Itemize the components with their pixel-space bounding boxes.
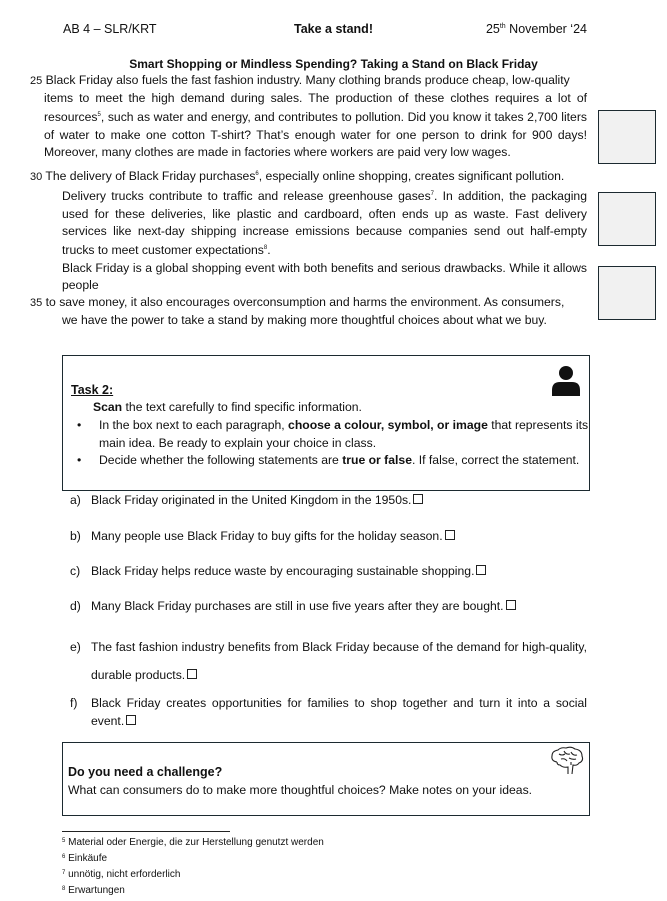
task-bullets [71,417,591,470]
person-icon [551,364,581,401]
paragraph-3-body: we have the power to take a stand by making more thoughtful choices about what we buy. [62,313,547,328]
question-text: The fast fashion industry benefits from Black Friday because of the demand for high-quality, durable products. [91,640,587,682]
footnote-6: $^6$ Einkäufe [62,853,108,864]
footnote-ref: 5 [97,112,101,119]
true-false-checkbox[interactable] [506,600,516,610]
question-letter: c) [70,564,81,578]
question-text: Many people use Black Friday to buy gifts for the holiday season. [91,529,443,543]
paragraph-text: , such as water and energy, and contributes to pollution. Did you know it takes 2,700 liters of water to make one cotton T-shirt? That’s enough water for one person to drink for 900 days! Moreover, many clothes are made in factories where workers are paid very low wages. [44,110,587,159]
task-title: Task 2: [71,383,114,397]
date-day: 25 [485,22,500,36]
footnote-7: $^7$ unnötig, nicht erforderlich [62,869,181,880]
task-bullet [71,417,591,452]
line-number: 30 [30,171,43,184]
true-false-checkbox[interactable] [187,669,197,679]
footnote-ref: 8 [263,244,268,251]
paragraph-2 [30,166,587,259]
paragraph-text: to save money, it also encourages overconsumption and harms the environment. As consumers, [45,295,565,309]
question-letter: e) [70,640,81,654]
question-f [70,695,587,730]
bullet-icon: • [77,418,82,432]
question-c [70,563,587,581]
paragraph-3-first-line [30,294,587,312]
bullet-text: In the box next to each paragraph, choose a colour, symbol, or image that represents its main idea. Be ready to explain your choice in class. [99,418,589,450]
footnote-8: $^8$ Erwartungen [62,885,125,896]
question-text: Black Friday originated in the United Kingdom in the 1950s. [91,493,412,507]
document-title: Smart Shopping or Mindless Spending? Taking a Stand on Black Friday [129,57,538,71]
paragraph-3 [30,294,587,329]
bullet-icon: • [77,453,82,467]
question-a [70,492,587,510]
question-letter: b) [70,529,81,543]
question-letter: f) [70,696,78,710]
question-e [70,633,587,689]
footnote-5: $^5$ Material oder Energie, die zur Herstellung genutzt werden [62,837,324,848]
question-letter: a) [70,493,81,507]
question-text: Black Friday helps reduce waste by encouraging sustainable shopping. [91,564,475,578]
header-date [486,22,587,36]
footnotes [62,834,324,898]
question-letter: d) [70,599,81,613]
paragraph-2-first-line [30,166,587,186]
question-b [70,528,587,546]
footnote-ref: 7 [430,191,435,198]
paragraph-text: , especially online shopping, creates significant pollution. [258,169,565,184]
paragraph-1-first-line [30,72,587,90]
paragraph-text: . [267,243,271,257]
paragraph-2-symbol-box[interactable] [598,192,656,246]
question-text: Black Friday creates opportunities for families to shop together and turn it into a social event. [91,696,587,728]
challenge-box [62,742,590,816]
true-false-checkbox[interactable] [445,530,455,540]
paragraph-text: items to meet the high demand during sales. The production of these clothes requires a lot of resources [44,91,587,125]
scan-rest: the text carefully to find specific information. [122,400,362,414]
paragraph-text: Black Friday also fuels the fast fashion industry. Many clothing brands produce cheap, low-quality [45,73,570,87]
paragraph-3-symbol-box[interactable] [598,266,656,320]
task-bullet [71,452,591,470]
header-title: Take a stand! [294,22,373,36]
paragraph-3-intro: Black Friday is a global shopping event with both benefits and serious drawbacks. While it allows people [62,261,587,293]
scan-bold: Scan [93,400,123,414]
footnote-ref: 6 [255,171,259,177]
brain-icon [549,746,585,781]
task-2-box [62,355,590,491]
line-number: 25 [30,75,43,87]
paragraph-1-body [30,90,587,161]
footnote-divider [62,831,230,832]
paragraph-text: Delivery trucks contribute to traffic and release greenhouse gases [62,189,431,204]
task-instruction [93,400,362,414]
paragraph-2-body [30,186,587,259]
question-text: Many Black Friday purchases are still in use five years after they are bought. [91,599,504,613]
question-d [70,598,587,616]
true-false-checkbox[interactable] [413,494,423,504]
true-false-checkbox[interactable] [476,565,486,575]
bullet-text: Decide whether the following statements are true or false. If false, correct the statement. [99,453,580,467]
challenge-title: Do you need a challenge? [68,765,223,779]
header-left: AB 4 – SLR/KRT [63,22,157,36]
paragraph-1 [30,72,587,161]
paragraph-text: The delivery of Black Friday purchases [45,169,256,184]
paragraph-1-symbol-box[interactable] [598,110,656,164]
true-false-checkbox[interactable] [126,715,136,725]
paragraph-text: . In addition, the packaging used for these deliveries, like plastic and cardboard, often ends up as waste. Fast delivery services like next-day shipping increase emissions because companies send out half-empty trucks to meet customer expectations [62,189,587,257]
challenge-text: What can consumers do to make more thoughtful choices? Make notes on your ideas. [68,783,533,797]
date-rest: November ‘24 [505,22,587,36]
date-suffix: th [499,22,506,30]
line-number: 35 [30,297,43,309]
